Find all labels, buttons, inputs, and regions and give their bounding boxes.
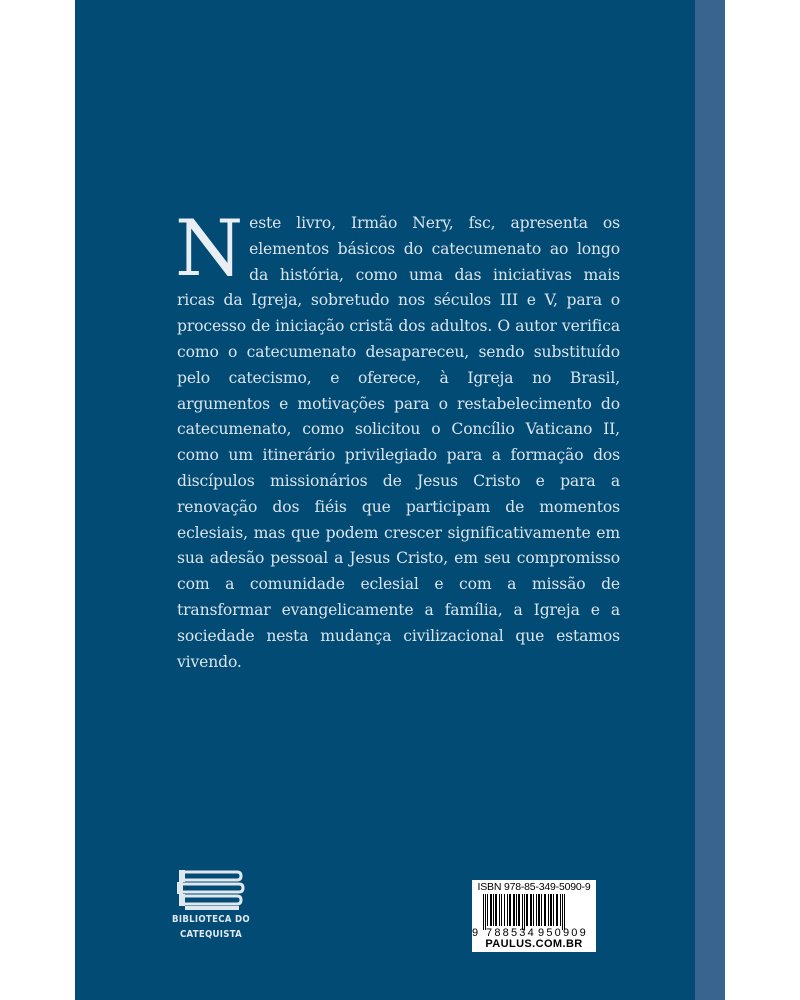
barcode-bar bbox=[522, 894, 523, 930]
barcode-bar bbox=[541, 894, 542, 926]
blurb-text: este livro, Irmão Nery, fsc, apresenta os elementos básicos do catecumenato ao longo da história, como uma das iniciativas mais ricas da Igreja, sobretudo nos séculos III e V, para o processo de iniciação cristã dos adultos. O autor verifica como o catecumenato desapareceu, sendo substituído pelo catecismo, e oferece, à Igreja no Brasil, argumentos e motivações para o restabelecimento do catecumenato, como solicitou o Concílio Vaticano II, como um itinerário privilegiado para a formação dos discípulos missionários de Jesus Cristo e para a renovação dos fiéis que participam de momentos eclesiais, mas que podem crescer significativamente em sua adesão pessoal a Jesus Cristo, em seu compromisso com a comunidade eclesial e com a missão de transformar evangelicamente a família, a Igreja e a sociedade nesta mudança civilizacional que estamos vivendo. bbox=[177, 214, 620, 671]
barcode-bar bbox=[550, 894, 552, 926]
series-logo bbox=[168, 868, 254, 960]
barcode-bar bbox=[556, 894, 558, 926]
barcode-bar bbox=[564, 894, 565, 930]
barcode-bar bbox=[533, 894, 534, 926]
barcode-bar bbox=[530, 894, 532, 926]
barcode-bar bbox=[553, 894, 554, 926]
blurb-paragraph bbox=[175, 204, 620, 675]
barcode-bar bbox=[516, 894, 517, 926]
barcode-bars bbox=[477, 894, 591, 930]
barcode-bar bbox=[538, 894, 540, 926]
barcode-bar bbox=[485, 894, 486, 930]
barcode-bar bbox=[501, 894, 502, 926]
stacked-books-icon bbox=[175, 868, 247, 912]
barcode-bar bbox=[518, 894, 520, 926]
barcode-bar bbox=[562, 894, 563, 930]
barcode-bar bbox=[536, 894, 537, 926]
barcode-bar bbox=[504, 894, 505, 926]
barcode-digits-left: 788534 bbox=[486, 927, 536, 939]
barcode-bar bbox=[509, 894, 511, 926]
series-logo-line2: CATEQUISTA bbox=[179, 929, 243, 940]
barcode-bar bbox=[487, 894, 488, 926]
barcode-bar bbox=[507, 894, 508, 926]
barcode-bar bbox=[548, 894, 549, 926]
barcode-bar bbox=[493, 894, 494, 926]
barcode-bar bbox=[513, 894, 515, 926]
publisher-url: PAULUS.COM.BR bbox=[485, 938, 583, 950]
drop-cap: N bbox=[175, 204, 244, 294]
barcode-bar bbox=[499, 894, 500, 926]
barcode-digits-right: 950909 bbox=[538, 927, 588, 939]
series-logo-line1: BIBLIOTECA DO bbox=[172, 914, 250, 925]
isbn-barcode bbox=[472, 880, 596, 952]
isbn-label: ISBN 978-85-349-5090-9 bbox=[477, 881, 591, 893]
barcode-bar bbox=[490, 894, 492, 926]
barcode-bar bbox=[526, 894, 528, 926]
barcode-digit-first: 9 bbox=[472, 927, 479, 939]
barcode-bar bbox=[544, 894, 546, 926]
barcode-bar bbox=[483, 894, 484, 930]
book-spine bbox=[695, 0, 725, 1000]
barcode-bar bbox=[495, 894, 497, 926]
barcode-bar bbox=[560, 894, 561, 926]
barcode-bar bbox=[524, 894, 525, 930]
